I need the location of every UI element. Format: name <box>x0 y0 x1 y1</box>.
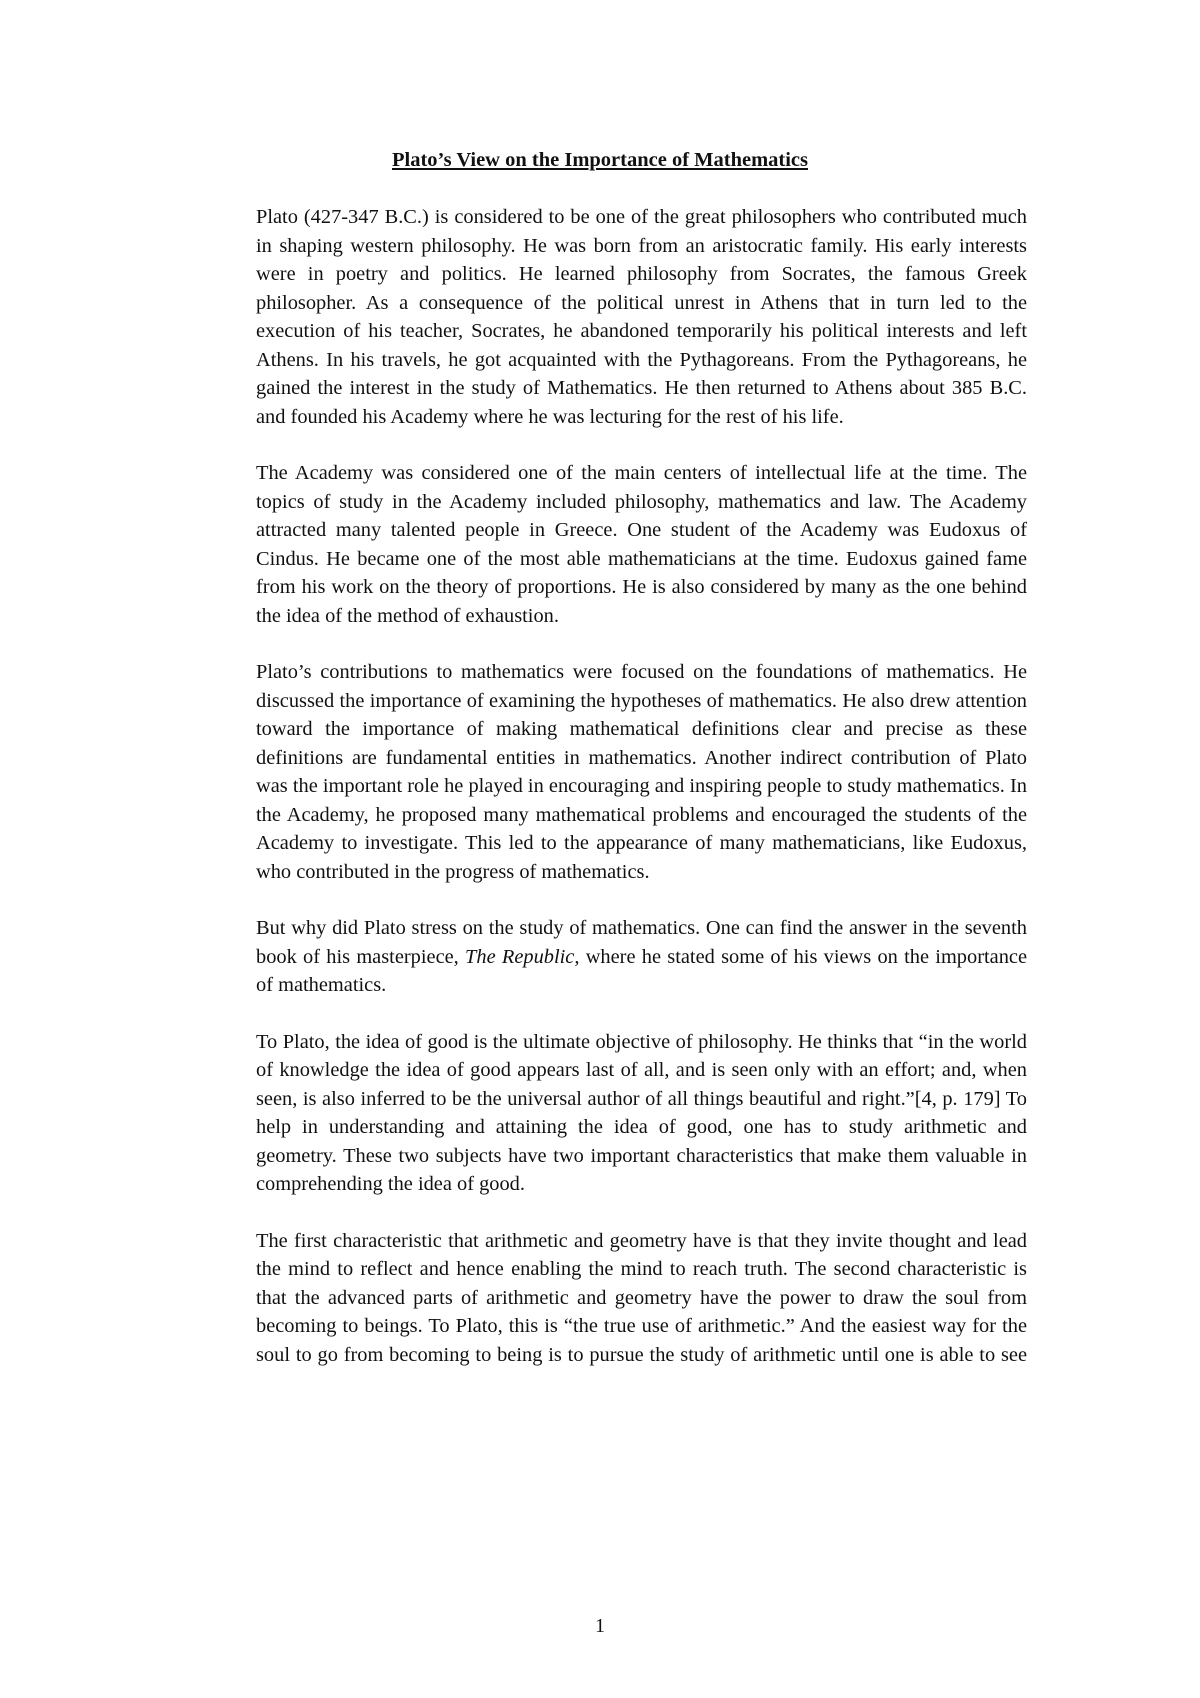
document-title: Plato’s View on the Importance of Mathematics <box>392 149 808 171</box>
paragraph-republic-lead: But why did Plato stress on the study of mathematics. One can find the answer in the seventh book of his masterpiece, <box>256 917 1027 968</box>
document-body <box>256 203 1027 1369</box>
paragraph-first-characteristic: The first characteristic that arithmetic and geometry have is that they invite thought and lead the mind to reflect and hence enabling the mind to reach truth. The second characteristic is that the advanced parts of arithmetic and geometry have the power to draw the soul from becoming to beings. To Plato, this is “the true use of arithmetic.” And the easiest way for the soul to go from becoming to being is to pursue the study of arithmetic until one is able to see <box>256 1229 1027 1366</box>
paragraph-contributions: Plato’s contributions to mathematics were focused on the foundations of mathematics. He discussed the importance of examining the hypotheses of mathematics. He also drew attention toward the importance of making mathematical definitions clear and precise as these definitions are fundamental entities in mathematics. Another indirect contribution of Plato was the important role he played in encouraging and inspiring people to study mathematics. In the Academy, he proposed many mathematical problems and encouraged the students of the Academy to investigate. This led to the appearance of many mathematicians, like Eudoxus, who contributed in the progress of mathematics. <box>256 661 1027 883</box>
paragraph-idea-of-good: To Plato, the idea of good is the ultimate objective of philosophy. He thinks that “in the world of knowledge the idea of good appears last of all, and is seen only with an effort; and, when seen, is also inferred to be the universal author of all things beautiful and right.”[4, p. 179] To help in understanding and attaining the idea of good, one has to study arithmetic and geometry. These two subjects have two important characteristics that make them valuable in comprehending the idea of good. <box>256 1030 1027 1195</box>
paragraph-academy: The Academy was considered one of the main centers of intellectual life at the time. The topics of study in the Academy included philosophy, mathematics and law. The Academy attracted many talented people in Greece. One student of the Academy was Eudoxus of Cindus. He became one of the most able mathematicians at the time. Eudoxus gained fame from his work on the theory of proportions. He is also considered by many as the one behind the idea of the method of exhaustion. <box>256 462 1027 627</box>
book-title-the-republic: The Republic, <box>465 945 580 968</box>
paragraph-plato-biography: Plato (427-347 B.C.) is considered to be one of the great philosophers who contributed much in shaping western philosophy. He was born from an aristocratic family. His early interests were in poetry and politics. He learned philosophy from Socrates, the famous Greek philosopher. As a consequence of the political unrest in Athens that in turn led to the execution of his teacher, Socrates, he abandoned temporarily his political interests and left Athens. In his travels, he got acquainted with the Pythagoreans. From the Pythagoreans, he gained the interest in the study of Mathematics. He then returned to Athens about 385 B.C. and founded his Academy where he was lecturing for the rest of his life. <box>256 206 1027 428</box>
paragraph-republic <box>256 914 1027 1000</box>
paragraph-republic-tail: where he stated some of his views on the importance of mathematics. <box>256 945 1027 996</box>
page-number: 1 <box>595 1615 605 1637</box>
